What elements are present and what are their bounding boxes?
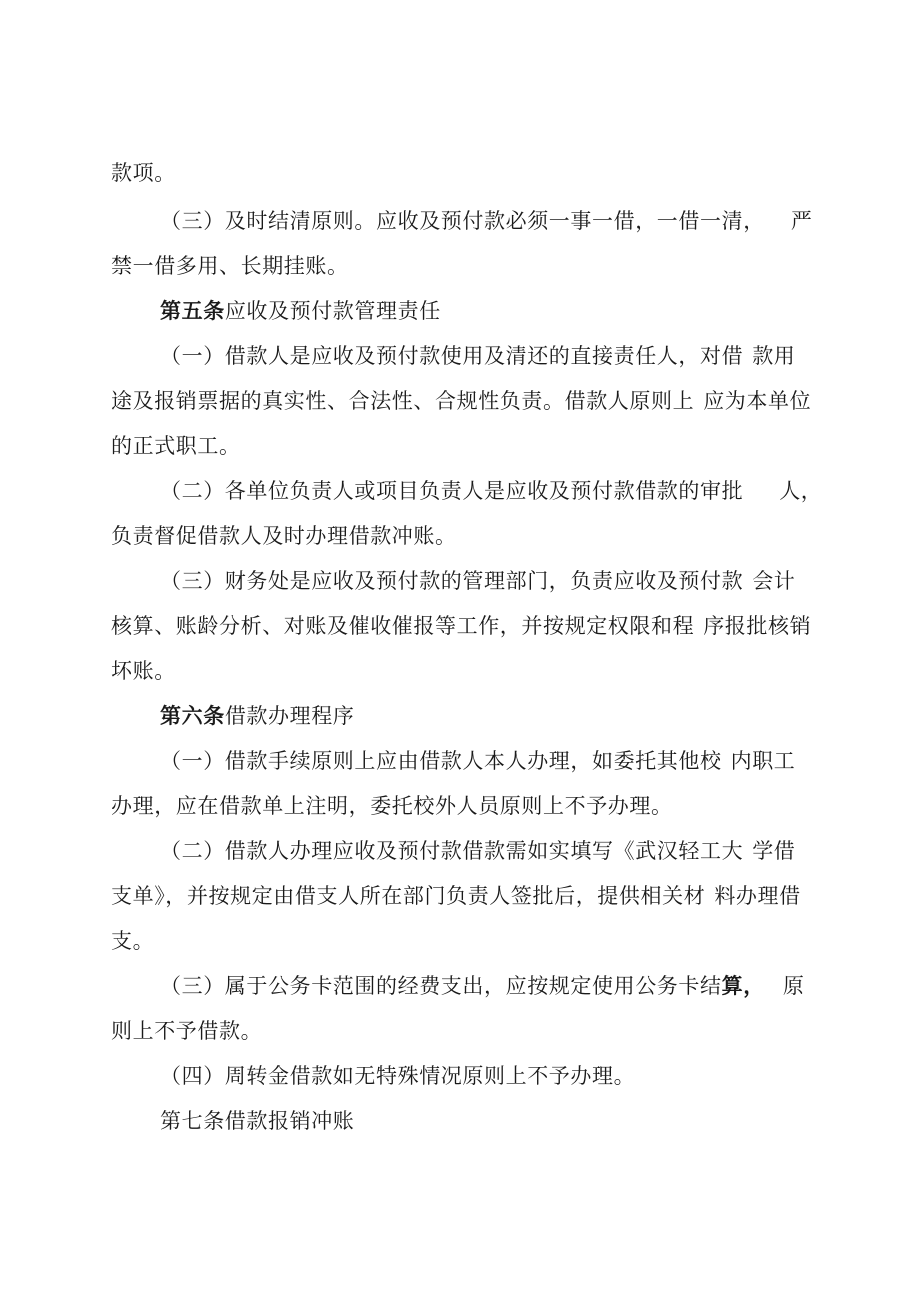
text-line [160, 566, 795, 596]
text-run: 内职工 [730, 749, 796, 773]
text-run: 严 [790, 209, 813, 233]
text-line [111, 611, 811, 641]
text-line [160, 476, 822, 506]
text-run: 支单》，并按规定由借支人所在部门负责人签批后，提供相关材 [111, 884, 706, 908]
text-line [111, 881, 801, 911]
text-run: 款项。 [111, 161, 176, 185]
text-line [160, 836, 795, 866]
text-run: （二）各单位负责人或项目负责人是应收及预付款借款的审批 [160, 479, 744, 503]
text-run: 序报批核销 [703, 614, 812, 638]
text-run: 应为本单位 [703, 389, 812, 413]
text-run: 款用 [752, 344, 796, 368]
article-title: 借款办理程序 [224, 704, 355, 728]
text-line [160, 971, 804, 1001]
article-heading [160, 1106, 354, 1136]
text-run: （三）属于公务卡范围的经费支出，应按规定使用公务卡结 [160, 974, 722, 998]
text-run: 负责督促借款人及时办理借款冲账。 [111, 524, 457, 548]
text-line [111, 926, 154, 956]
text-line [160, 206, 812, 236]
text-run: 会计 [752, 569, 796, 593]
text-run: 支。 [111, 929, 155, 953]
text-line [111, 158, 176, 188]
text-line [111, 431, 241, 461]
text-line [111, 251, 349, 281]
text-run: （三）财务处是应收及预付款的管理部门，负责应收及预付款 [160, 569, 744, 593]
text-run: 原 [782, 974, 805, 998]
text-run: （四）周转金借款如无特殊情况原则上不予办理。 [160, 1064, 636, 1088]
text-line [111, 521, 457, 551]
text-line [111, 791, 673, 821]
article-title: 第七条借款报销冲账 [160, 1109, 355, 1133]
text-run: 人， [779, 479, 823, 503]
text-run: 料办理借 [714, 884, 801, 908]
text-run: 学借 [752, 839, 796, 863]
text-line [111, 656, 176, 686]
text-run: 核算、账龄分析、对账及催收催报等工作，并按规定权限和程 [111, 614, 695, 638]
text-run: （三）及时结清原则。应收及预付款必须一事一借，一借一清， [160, 209, 765, 233]
text-line [160, 746, 795, 776]
text-line [160, 1061, 635, 1091]
text-run: 的正式职工。 [111, 434, 241, 458]
article-heading [160, 701, 354, 731]
text-line [111, 386, 811, 416]
text-run: 途及报销票据的真实性、合法性、合规性负责。借款人原则上 [111, 389, 695, 413]
text-run: （一）借款手续原则上应由借款人本人办理，如委托其他校 [160, 749, 722, 773]
text-run: 禁一借多用、长期挂账。 [111, 254, 349, 278]
text-run: （二）借款人办理应收及预付款借款需如实填写《武汉轻工大 [160, 839, 744, 863]
text-run: 办理，应在借款单上注明，委托校外人员原则上不予办理。 [111, 794, 673, 818]
text-line [111, 1016, 262, 1046]
article-number: 第五条 [160, 299, 225, 323]
article-heading [160, 296, 441, 326]
article-title: 应收及预付款管理责任 [224, 299, 441, 323]
text-run: 坏账。 [111, 659, 176, 683]
text-line [160, 341, 795, 371]
text-run: 算， [721, 974, 765, 998]
text-run: 则上不予借款。 [111, 1019, 263, 1043]
article-number: 第六条 [160, 704, 225, 728]
text-run: （一）借款人是应收及预付款使用及清还的直接责任人，对借 [160, 344, 744, 368]
